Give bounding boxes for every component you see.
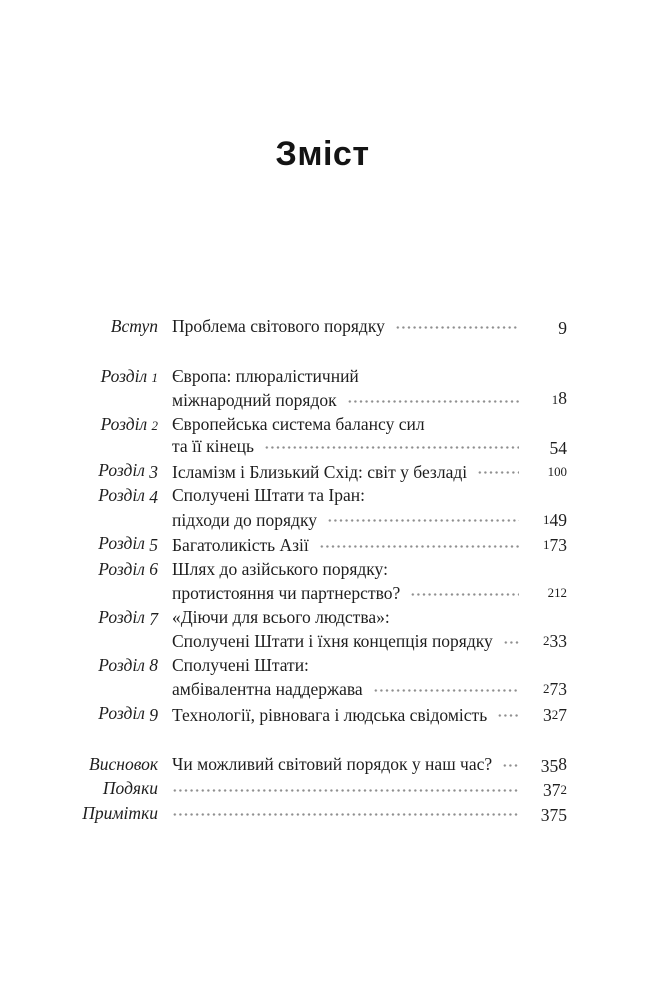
toc-title-line: та її кінець (172, 436, 254, 456)
toc-title-line: Шлях до азійського порядку: (172, 558, 388, 579)
toc-entry-last-line (172, 628, 567, 653)
toc-entry-last-line (172, 702, 567, 727)
toc-title-line: Європа: плюралістичний (172, 365, 359, 386)
toc-title-line: Європейська система балансу сил (172, 413, 425, 434)
toc-entry-last-line (172, 532, 567, 557)
toc-entry-last-line (172, 435, 567, 458)
toc-entry-label: Розділ 3 (98, 459, 158, 482)
dot-leader (410, 593, 519, 596)
toc-title-line: Проблема світового порядку (172, 316, 385, 336)
toc-title-line: Сполучені Штати і їхня концепція порядку (172, 631, 493, 651)
toc-entry-label: Розділ 1 (100, 365, 158, 386)
toc-title-line: Сполучені Штати: (172, 654, 309, 675)
toc-title-line: Сполучені Штати та Іран: (172, 485, 366, 505)
toc-entry (78, 484, 567, 531)
toc-title-line: Багатоликість Азії (172, 535, 309, 555)
toc-entry-label: Висновок (89, 754, 158, 774)
toc-title-line: Ісламізм і Близький Схід: світ у безладі (172, 461, 468, 482)
toc-entry-label: Розділ 2 (100, 413, 158, 434)
page-number: 173 (543, 535, 567, 556)
page-heading: Зміст (275, 135, 370, 173)
toc-entry-last-line (172, 459, 567, 484)
toc-entry (78, 702, 567, 727)
toc-entry-title (172, 654, 567, 701)
toc-entry-label: Розділ 8 (98, 654, 158, 675)
toc-entry (78, 753, 567, 776)
toc-title-line: міжнародний порядок (172, 390, 337, 410)
toc-entry-last-line (172, 753, 567, 776)
toc-entry-label: Розділ 7 (98, 606, 158, 629)
toc-entry-last-line (172, 315, 567, 338)
page-number: 358 (540, 754, 567, 777)
toc-entry-label: Подяки (102, 777, 158, 798)
page-number: 212 (547, 585, 567, 600)
page-number: 149 (543, 509, 567, 530)
dot-leader (477, 471, 519, 474)
toc-title-line: протистояння чи партнерство? (172, 583, 401, 603)
toc-entry-title (172, 558, 567, 605)
dot-leader (172, 813, 519, 816)
dot-leader (172, 789, 519, 792)
toc-entry-title (172, 753, 567, 776)
toc-title-line: Чи можливий світовий порядок у наш час? (172, 754, 493, 774)
toc-entry-title (172, 802, 567, 825)
page-number: 372 (543, 779, 567, 800)
toc-entry-title (172, 315, 567, 338)
toc-entry-title (172, 459, 567, 484)
toc-entry-last-line (172, 580, 567, 605)
toc-entry-last-line (172, 802, 567, 825)
toc-entry-label: Вступ (110, 316, 158, 336)
toc-entry (78, 459, 567, 484)
dot-leader (373, 689, 519, 692)
toc-entry-label: Розділ 9 (98, 702, 158, 725)
toc-entry-title (172, 413, 567, 458)
toc-entry-label: Розділ 6 (98, 558, 158, 579)
toc-entry (78, 532, 567, 557)
page-number: 233 (543, 631, 567, 652)
table-of-contents (78, 315, 567, 825)
toc-entry (78, 315, 567, 338)
toc-entry-last-line (172, 387, 567, 412)
toc-title-line: підходи до порядку (172, 509, 317, 530)
dot-leader (497, 714, 519, 717)
dot-leader (347, 400, 519, 403)
toc-entry-label: Розділ 4 (98, 485, 158, 508)
toc-entry-title (172, 777, 567, 802)
page-number: 100 (547, 463, 567, 479)
toc-entry (78, 606, 567, 653)
toc-entry-label: Примітки (82, 803, 158, 823)
toc-entry-title (172, 532, 567, 557)
dot-leader (319, 545, 519, 548)
dot-leader (395, 326, 519, 329)
dot-leader (264, 446, 519, 449)
dot-leader (327, 519, 519, 522)
page-number: 54 (549, 438, 567, 459)
toc-entry (78, 413, 567, 458)
toc-entry-title (172, 702, 567, 727)
page-number: 375 (540, 805, 567, 826)
dot-leader (502, 764, 519, 767)
toc-entry (78, 654, 567, 701)
toc-title-line: амбівалентна наддержава (172, 679, 363, 699)
toc-entry-last-line (172, 676, 567, 701)
dot-leader (503, 641, 519, 644)
page-number: 327 (543, 704, 567, 725)
page-number: 18 (551, 388, 567, 408)
toc-entry-last-line (172, 777, 567, 802)
toc-entry-title (172, 606, 567, 653)
toc-entry-title (172, 365, 567, 412)
page-number: 273 (543, 679, 567, 700)
toc-entry (78, 777, 567, 802)
toc-entry-label: Розділ 5 (98, 533, 158, 556)
toc-entry-title (172, 484, 567, 531)
toc-entry (78, 365, 567, 412)
toc-entry (78, 802, 567, 825)
page-number: 9 (558, 318, 567, 339)
toc-entry-last-line (172, 507, 567, 532)
toc-title-line: «Діючи для всього людства»: (172, 606, 390, 627)
toc-entry (78, 558, 567, 605)
toc-title-line: Технології, рівновага і людська свідомість (172, 704, 488, 725)
